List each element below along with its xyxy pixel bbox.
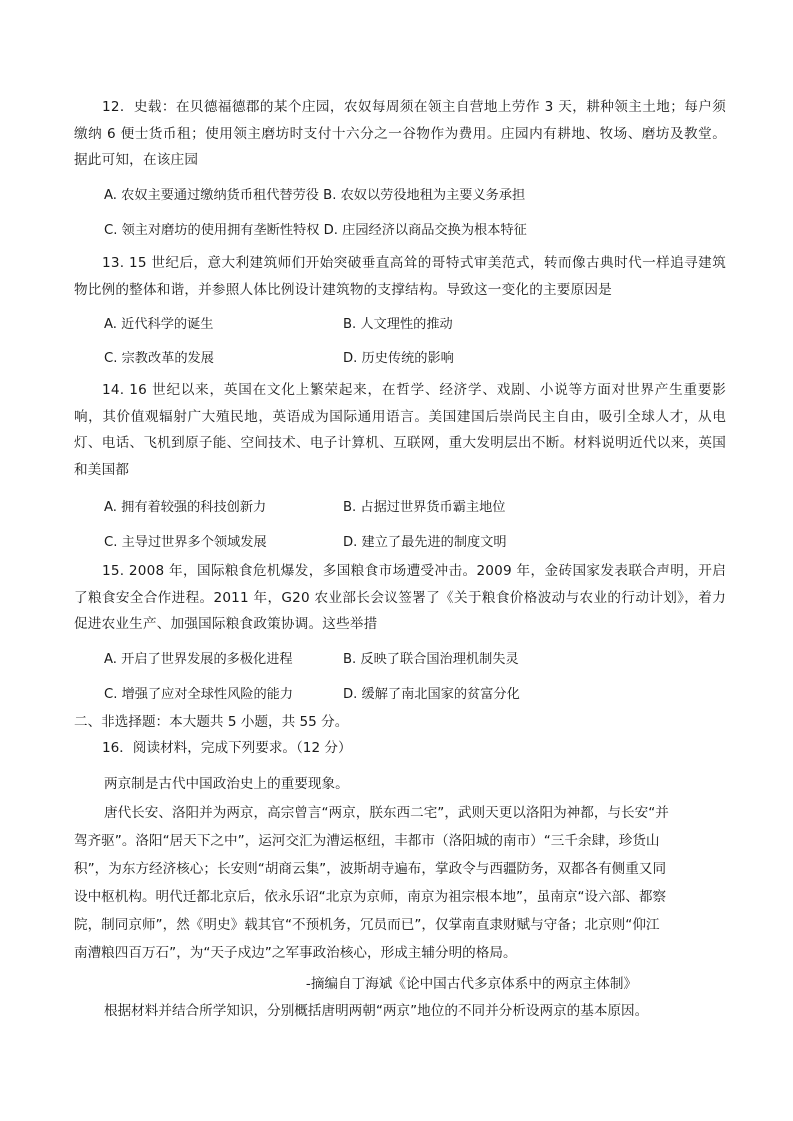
material-line-3: 积”，为东方经济核心；长安则“胡商云集”，波斯胡寺遍布，掌政令与西疆防务，双都各有侧重又同 bbox=[74, 861, 667, 877]
material-intro: 两京制是古代中国政治史上的重要现象。 bbox=[104, 776, 349, 792]
material-line-2: 驾齐驱”。洛阳“居天下之中”，运河交汇为漕运枢纽，丰都市（洛阳城的南市）“三千余肆，珍货山 bbox=[74, 833, 660, 849]
question-16-requirement: 根据材料并结合所学知识，分别概括唐明两朝“两京”地位的不同并分析设两京的基本原因。 bbox=[104, 1003, 649, 1019]
question-15-option-b: B. 反映了联合国治理机制失灵 bbox=[343, 652, 519, 667]
question-13-option-b: B. 人文理性的推动 bbox=[343, 317, 453, 332]
question-14-option-a: A. 拥有着较强的科技创新力 bbox=[104, 500, 267, 515]
question-14-stem: 14. 16 世纪以来，英国在文化上繁荣起来，在哲学、经济学、戏剧、小说等方面对世界产生重要影响，其价值观辐射广大殖民地，英语成为国际通用语言。美国建国后崇尚民主自由，吸引全球人才，从电灯、电话、飞机到原子能、空间技术、电子计算机、互联网，重大发明层出不断。材料说明近代以来，英国和美国都 bbox=[74, 382, 726, 478]
material-source: -摘编自丁海斌《论中国古代多京体系中的两京主体制》 bbox=[305, 976, 638, 992]
material-line-5: 院，制同京师”，然《明史》载其官“不预机务，冗员而已”，仅掌南直隶财赋与守备；北京则“仰江 bbox=[74, 917, 660, 933]
question-12-stem: 12．史载：在贝德福德郡的某个庄园，农奴每周须在领主自营地上劳作 3 天，耕种领主土地；每户须缴纳 6 便士货币租；使用领主磨坊时支付十六分之一谷物作为费用。庄园内有耕地、牧场、磨坊及教堂。据此可知，在该庄园 bbox=[74, 99, 726, 168]
material-line-1: 唐代长安、洛阳并为两京，高宗曾言“两京，朕东西二宅”，武则天更以洛阳为神都，与长安“并 bbox=[104, 805, 669, 821]
question-15-option-d: D. 缓解了南北国家的贫富分化 bbox=[343, 687, 520, 702]
question-14-option-b: B. 占据过世界货币霸主地位 bbox=[343, 500, 506, 515]
question-13-option-d: D. 历史传统的影响 bbox=[343, 351, 454, 366]
question-16-title: 16．阅读材料，完成下列要求。（12 分） bbox=[102, 740, 352, 756]
question-15-stem: 15. 2008 年，国际粮食危机爆发，多国粮食市场遭受冲击。2009 年，金砖国家发表联合声明，开启了粮食安全合作进程。2011 年，G20 农业部长会议签署了《关于粮食价格波动与农业的行动计划》，着力促进农业生产、加强国际粮食政策协调。这些举措 bbox=[74, 563, 726, 632]
question-13-option-c: C. 宗教改革的发展 bbox=[104, 351, 214, 366]
material-line-4: 设中枢机构。明代迁都北京后，依永乐诏“北京为京师，南京为祖宗根本地”，虽南京“设六部、都察 bbox=[74, 889, 667, 905]
question-15-option-a: A. 开启了世界发展的多极化进程 bbox=[104, 652, 293, 667]
question-14-option-c: C. 主导过世界多个领域发展 bbox=[104, 535, 267, 550]
question-12-options-ab: A. 农奴主要通过缴纳货币租代替劳役 B. 农奴以劳役地租为主要义务承担 bbox=[104, 188, 526, 203]
question-13-stem: 13. 15 世纪后，意大利建筑师们开始突破垂直高耸的哥特式审美范式，转而像古典时代一样追寻建筑物比例的整体和谐，并参照人体比例设计建筑物的支撑结构。导致这一变化的主要原因是 bbox=[74, 255, 726, 298]
question-14-option-d: D. 建立了最先进的制度文明 bbox=[343, 535, 507, 550]
material-line-6: 南漕粮四百万石”，为“天子戍边”之军事政治核心，形成主辅分明的格局。 bbox=[74, 945, 517, 961]
question-12-options-cd: C. 领主对磨坊的使用拥有垄断性特权 D. 庄园经济以商品交换为根本特征 bbox=[104, 223, 527, 238]
question-13-option-a: A. 近代科学的诞生 bbox=[104, 317, 214, 332]
question-15-option-c: C. 增强了应对全球性风险的能力 bbox=[104, 687, 294, 702]
section-2-heading: 二、非选择题：本大题共 5 小题，共 55 分。 bbox=[74, 714, 349, 730]
